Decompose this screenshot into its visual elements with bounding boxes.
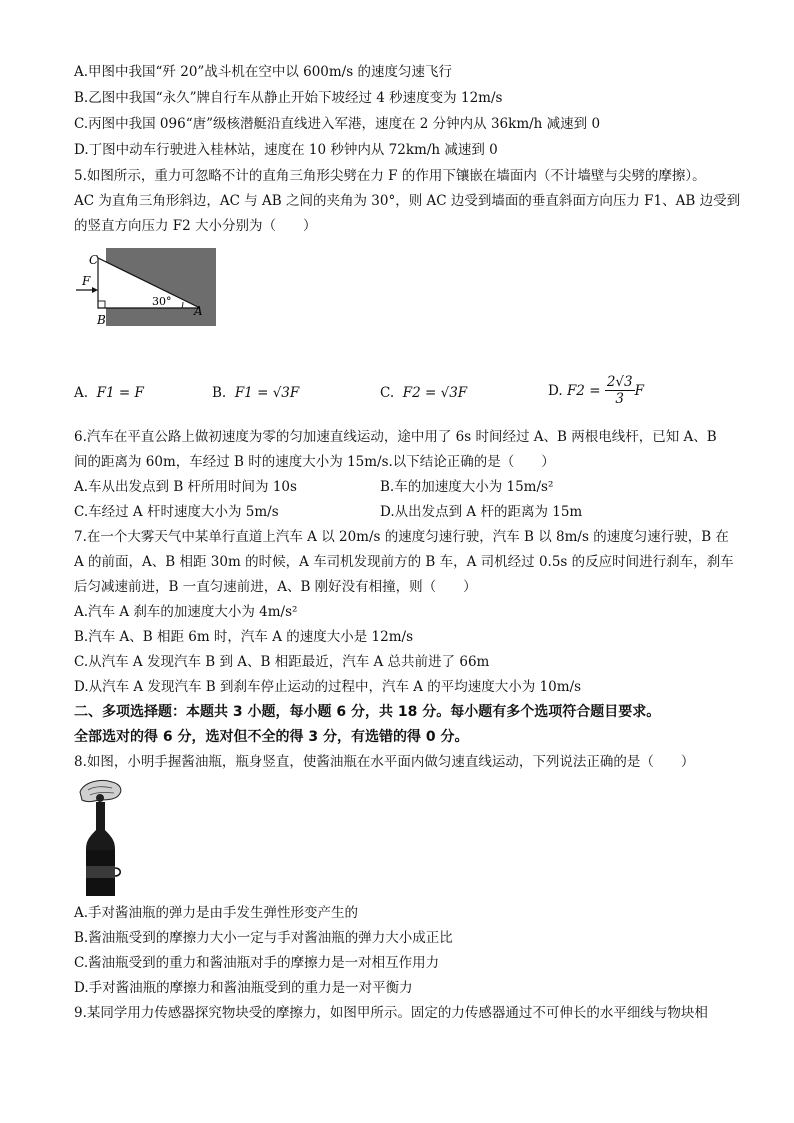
q6-option-b: B.车的加速度大小为 15m/s²	[380, 479, 554, 495]
wedge-figure	[72, 244, 232, 329]
q5-option-c: C. F2 = √3F	[380, 385, 468, 401]
q7-option-d: D.从汽车 A 发现汽车 B 到刹车停止运动的过程中，汽车 A 的平均速度大小为 10m/s	[74, 679, 582, 695]
force-arrowhead	[92, 287, 98, 293]
q7-stem-line-2: A 的前面，A、B 相距 30m 的时候，A 车司机发现前方的 B 车，A 司机经过 0.5s 的反应时间进行刹车，刹车	[74, 554, 734, 570]
label-f: F	[82, 274, 91, 288]
bottle-label	[86, 866, 115, 878]
q4-option-c: C.丙图中我国 096“唐”级核潜艇沿直线进入军港，速度在 2 分钟内从 36km/h 减速到 0	[74, 116, 601, 132]
label-c: C	[89, 253, 99, 267]
q8-option-d: D.手对酱油瓶的摩擦力和酱油瓶受到的重力是一对平衡力	[74, 980, 413, 996]
q6-option-c: C.车经过 A 杆时速度大小为 5m/s	[74, 504, 279, 520]
q4-option-b: B.乙图中我国“永久”牌自行车从静止开始下坡经过 4 秒速度变为 12m/s	[74, 90, 503, 106]
q6-option-d: D.从出发点到 A 杆的距离为 15m	[380, 504, 583, 520]
q8-option-c: C.酱油瓶受到的重力和酱油瓶对手的摩擦力是一对相互作用力	[74, 955, 440, 971]
q8-option-b: B.酱油瓶受到的摩擦力大小一定与手对酱油瓶的弹力大小成正比	[74, 930, 453, 946]
q5-option-b: B. F1 = √3F	[212, 385, 300, 401]
q4-option-a: A.甲图中我国“歼 20”战斗机在空中以 600m/s 的速度匀速飞行	[74, 64, 452, 80]
q6-option-a: A.车从出发点到 B 杆所用时间为 10s	[74, 479, 297, 495]
label-tag	[115, 868, 120, 876]
q5-stem-line-3: 的竖直方向压力 F2 大小分别为（ ）	[74, 218, 317, 234]
q7-option-a: A.汽车 A 刹车的加速度大小为 4m/s²	[74, 604, 298, 620]
q7-option-c: C.从汽车 A 发现汽车 B 到 A、B 相距最近，汽车 A 总共前进了 66m	[74, 654, 490, 670]
q8-option-a: A.手对酱油瓶的弹力是由手发生弹性形变产生的	[74, 905, 359, 921]
bottle-neck	[96, 802, 105, 830]
bottle-cap	[96, 794, 104, 802]
q7-option-b: B.汽车 A、B 相距 6m 时，汽车 A 的速度大小是 12m/s	[74, 629, 414, 645]
fraction: 2√3 3	[606, 374, 633, 407]
label-angle: 30°	[152, 295, 172, 308]
q6-stem-line-1: 6.汽车在平直公路上做初速度为零的匀加速直线运动，途中用了 6s 时间经过 A、B 两根电线杆，已知 A、B	[74, 429, 717, 445]
q7-stem-line-1: 7.在一个大雾天气中某单行直道上汽车 A 以 20m/s 的速度匀速行驶，汽车 B 以 8m/s 的速度匀速行驶，B 在	[74, 529, 729, 545]
q5-option-a: A. F1 = F	[74, 385, 144, 401]
section-2-heading-line-1: 二、多项选择题：本题共 3 小题，每小题 6 分，共 18 分。每小题有多个选项符合题目要求。	[74, 704, 661, 720]
bottle-shoulder	[86, 830, 115, 850]
section-2-heading-line-2: 全部选对的得 6 分，选对但不全的得 3 分，有选错的得 0 分。	[74, 729, 469, 745]
q5-option-d: D. F2 = 2√3 3 F	[548, 374, 644, 407]
q4-option-d: D.丁图中动车行驶进入桂林站，速度在 10 秒钟内从 72km/h 减速到 0	[74, 142, 498, 158]
q5-stem-line-1: 5.如图所示，重力可忽略不计的直角三角形尖劈在力 F 的作用下镶嵌在墙面内（不计墙壁与尖劈的摩擦）。	[74, 168, 706, 184]
label-a: A	[194, 304, 203, 318]
soy-sauce-bottle-figure	[74, 778, 134, 898]
label-b: B	[97, 313, 106, 327]
q9-stem-line-1: 9.某同学用力传感器探究物块受的摩擦力，如图甲所示。固定的力传感器通过不可伸长的水平细线与物块相	[74, 1005, 708, 1021]
q5-stem-line-2: AC 为直角三角形斜边，AC 与 AB 之间的夹角为 30°，则 AC 边受到墙面的垂直斜面方向压力 F1、AB 边受到	[74, 193, 741, 209]
q8-stem: 8.如图，小明手握酱油瓶，瓶身竖直，使酱油瓶在水平面内做匀速直线运动，下列说法正确的是（ ）	[74, 754, 695, 770]
q6-stem-line-2: 间的距离为 60m，车经过 B 时的速度大小为 15m/s.以下结论正确的是（ ）	[74, 454, 555, 470]
q7-stem-line-3: 后匀减速前进，B 一直匀速前进，A、B 刚好没有相撞，则（ ）	[74, 579, 477, 595]
